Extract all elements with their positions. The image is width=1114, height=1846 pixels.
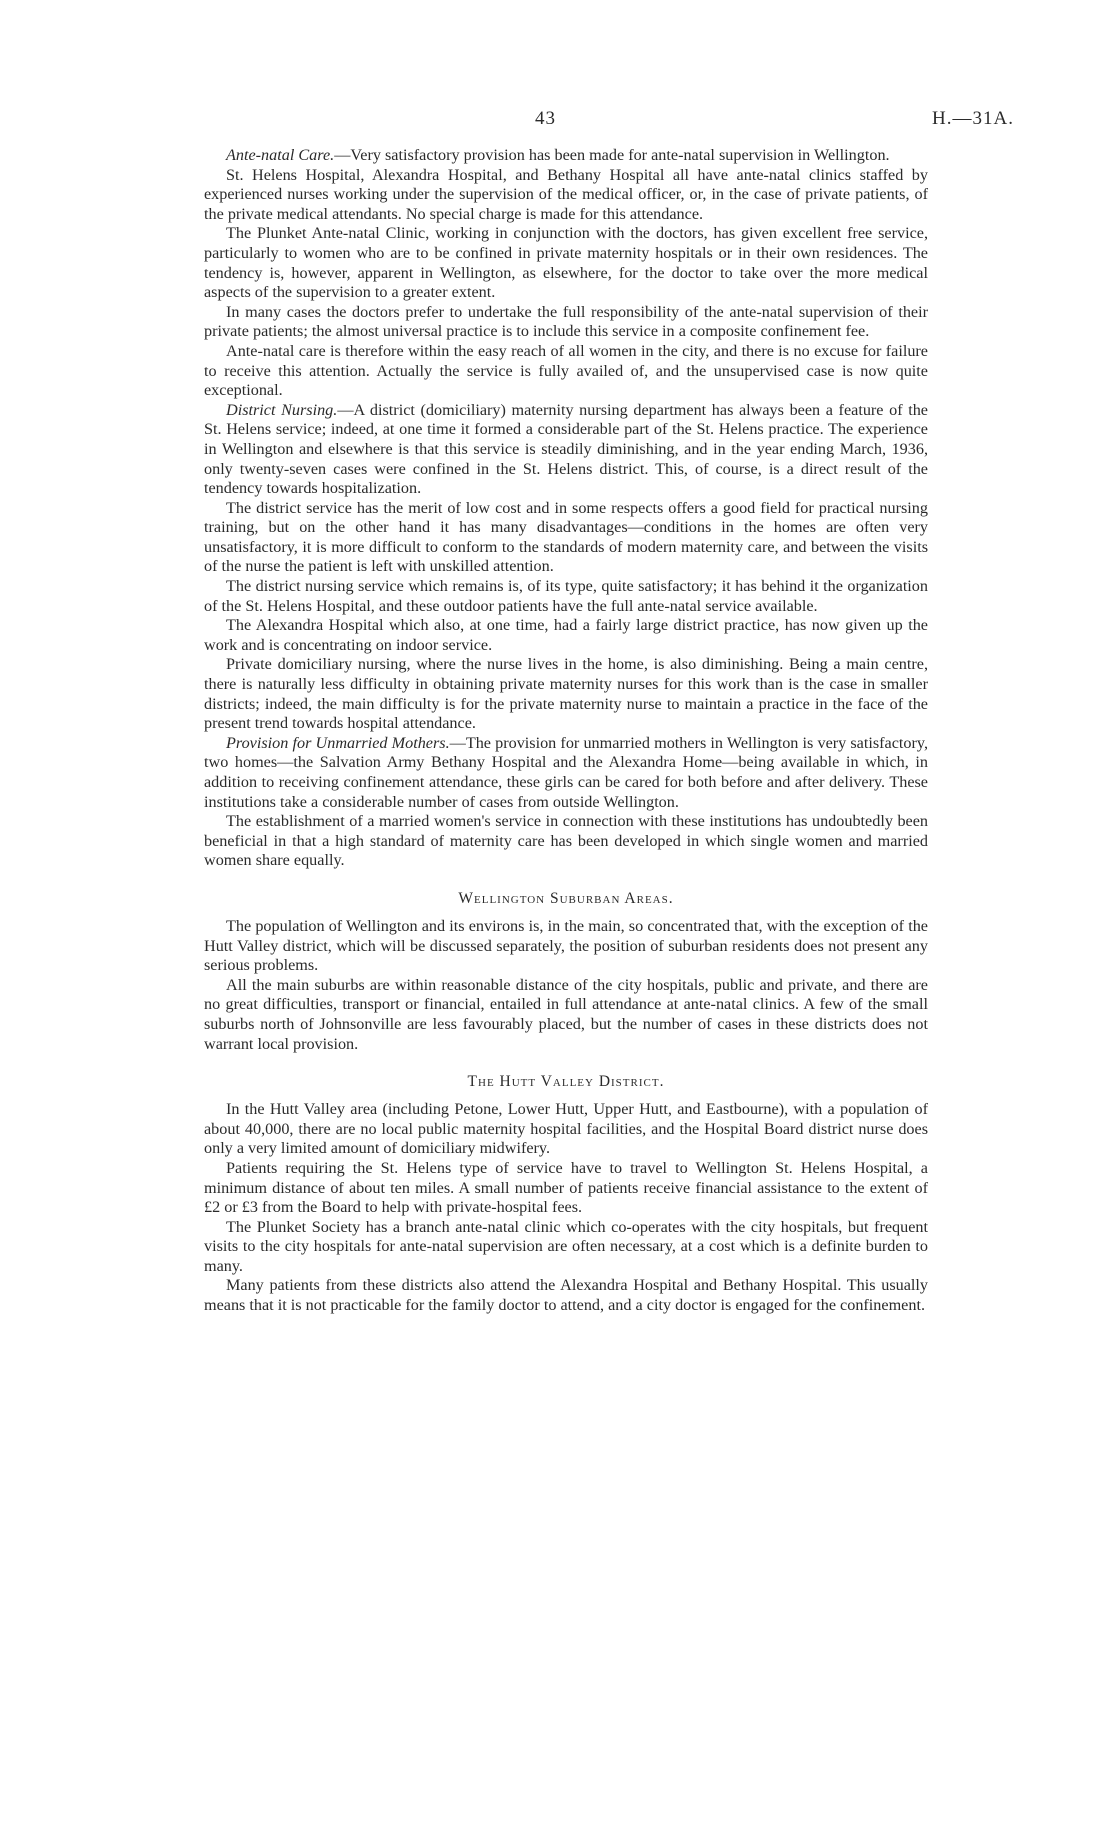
- district-nursing-paragraph-3: The district nursing service which remains is, of its type, quite satisfactory; it has behind it the organization of the St. Helens Hospital, and these outdoor patients have the full ante-natal service available.: [204, 577, 928, 615]
- district-nursing-run-in-heading: District Nursing.: [226, 400, 338, 419]
- antenatal-run-in-heading: Ante-natal Care.: [226, 146, 335, 164]
- district-nursing-paragraph-4: The Alexandra Hospital which also, at one time, had a fairly large district practice, has now given up the work and is concentrating on indoor service.: [204, 616, 928, 654]
- antenatal-intro-text: —Very satisfactory provision has been made for ante-natal supervision in Wellington.: [334, 146, 890, 164]
- unmarried-mothers-intro-text: —The provision for unmarried mothers in Wellington is very satisfactory, two homes—the Salvation Army Bethany Hospital and the Alexandra Home—being available in which, in addition to receiving confinement attendance, these girls can be cared for both before and after delivery. These institutions take a considerable number of cases from outside Wellington.: [204, 733, 928, 811]
- district-nursing-intro-text: —A district (domiciliary) maternity nursing department has always been a feature of the St. Helens service; indeed, at one time it formed a considerable part of the St. Helens practice. The experience in Wellington and elsewhere is that this service is steadily diminishing, and in the year ending March, 1936, only twenty-seven cases were confined in the St. Helens district. This, of course, is a direct result of the tendency towards hospitalization.: [204, 400, 928, 498]
- document-code: H.—31A.: [932, 108, 1014, 129]
- unmarried-mothers-run-in-heading: Provision for Unmarried Mothers.: [226, 733, 450, 752]
- hutt-paragraph-2: Patients requiring the St. Helens type of service have to travel to Wellington St. Helens Hospital, a minimum distance of about ten miles. A small number of patients receive financial assistance to the extent of £2 or £3 from the Board to help with private-hospital fees.: [204, 1158, 928, 1217]
- unmarried-mothers-paragraph-2: The establishment of a married women's service in connection with these institutions has undoubtedly been beneficial in that a high standard of maternity care has been developed in which single women and married women share equally.: [204, 812, 928, 870]
- suburban-paragraph-2: All the main suburbs are within reasonable distance of the city hospitals, public and private, and there are no great difficulties, transport or financial, entailed in full attendance at ante-natal clinics. A few of the small suburbs north of Johnsonville are less favourably placed, but the number of cases in these districts does not warrant local provision.: [204, 975, 928, 1053]
- hutt-paragraph-4: Many patients from these districts also attend the Alexandra Hospital and Bethany Hospital. This usually means that it is not practicable for the family doctor to attend, and a city doctor is engaged for the confinement.: [204, 1276, 928, 1315]
- hutt-valley-heading: The Hutt Valley District.: [467, 1073, 665, 1091]
- district-nursing-intro-paragraph: [204, 401, 928, 499]
- suburban-areas-heading: Wellington Suburban Areas.: [458, 889, 674, 907]
- antenatal-paragraph-2: St. Helens Hospital, Alexandra Hospital, and Bethany Hospital all have ante-natal clinics staffed by experienced nurses working under the supervision of the medical officer, or, in the case of private patients, of the private medical attendants. No special charge is made for this attendance.: [204, 165, 928, 223]
- district-nursing-paragraph-2: The district service has the merit of low cost and in some respects offers a good field for practical nursing training, but on the other hand it has many disadvantages—conditions in the homes are often very unsatisfactory, it is more difficult to conform to the standards of modern maternity care, and between the visits of the nurse the patient is left with unskilled attention.: [204, 498, 928, 576]
- antenatal-paragraph-3: The Plunket Ante-natal Clinic, working in conjunction with the doctors, has given excellent free service, particularly to women who are to be confined in private maternity hospitals or in their own residences. The tendency is, however, apparent in Wellington, as elsewhere, for the doctor to take over the more medical aspects of the supervision to a greater extent.: [204, 224, 928, 302]
- antenatal-paragraph-5: Ante-natal care is therefore within the easy reach of all women in the city, and there is no excuse for failure to receive this attention. Actually the service is fully availed of, and the unsupervised case is now quite exceptional.: [204, 341, 928, 400]
- suburban-paragraph-1: The population of Wellington and its environs is, in the main, so concentrated that, with the exception of the Hutt Valley district, which will be discussed separately, the position of suburban residents does not present any serious problems.: [204, 916, 928, 975]
- unmarried-mothers-intro-paragraph: [204, 734, 928, 812]
- district-nursing-paragraph-5: Private domiciliary nursing, where the nurse lives in the home, is also diminishing. Being a main centre, there is naturally less difficulty in obtaining private maternity nurses for this work than is the case in smaller districts; indeed, the main difficulty is for the private maternity nurse to maintain a practice in the face of the present trend towards hospital attendance.: [204, 655, 928, 733]
- antenatal-paragraph-4: In many cases the doctors prefer to undertake the full responsibility of the ante-natal supervision of their private patients; the almost universal practice is to include this service in a composite confinement fee.: [204, 302, 928, 341]
- page-header: [0, 108, 1114, 132]
- page-number: 43: [535, 108, 556, 129]
- hutt-paragraph-1: In the Hutt Valley area (including Petone, Lower Hutt, Upper Hutt, and Eastbourne), with a population of about 40,000, there are no local public maternity hospital facilities, and the Hospital Board district nurse does only a very limited amount of domiciliary midwifery.: [204, 1100, 928, 1158]
- hutt-paragraph-3: The Plunket Society has a branch ante-natal clinic which co-operates with the city hospitals, but frequent visits to the city hospitals for ante-natal supervision are often necessary, at a cost which is a definite burden to many.: [204, 1217, 928, 1275]
- antenatal-intro-paragraph: [204, 146, 928, 166]
- document-body: [204, 146, 928, 1316]
